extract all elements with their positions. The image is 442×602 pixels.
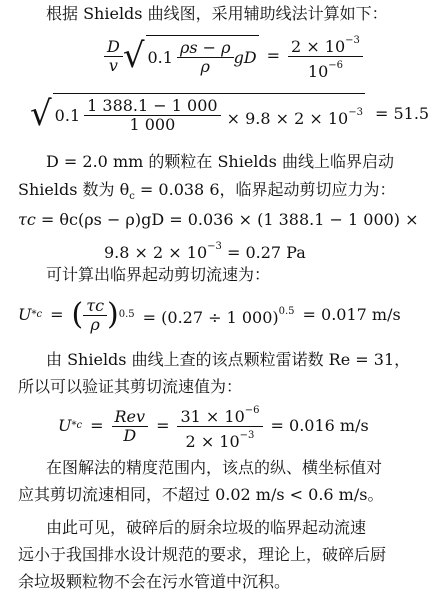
equation-3-line2: $9.8 \times 2 \times 10^{-3} = 0.27$ Pa [104, 241, 306, 262]
paragraph-conclusion: 由此可见，破碎后的厨余垃圾的临界起动流速 [46, 518, 367, 537]
eq1-rhs-fraction: $\frac{2 \times 10^{-3}}{10^{-6}}$ [288, 32, 363, 81]
paragraph-accuracy: 在图解法的精度范围内，该点的纵、横坐标值对 [46, 458, 383, 477]
equation-3-line1: τc = θc(ρs − ρ)gD = 0.036 × (1 388.1 − 1 000) × [18, 210, 419, 229]
paragraph-conclusion-cont: 远小于我国排水设计规范的要求，理论上，破碎后厨 [18, 545, 387, 564]
eq1-radical: √ 0.1 $\frac{\rho s - \rho}{\rho}$ gD [122, 36, 257, 76]
eq1-lhs-fraction: $\frac{D}{v}$ [104, 38, 123, 75]
paragraph-shear-velocity-intro: 可计算出临界起动剪切流速为： [46, 265, 271, 284]
equation-1: $\frac{D}{v}$ √ 0.1 $\frac{\rho s - \rho}{\rho}$ gD = $\frac{2 \times 10^{-3}}{10^{-6}}$ [104, 32, 363, 80]
equation-2: √ 0.1 $\frac{1 388.1 - 1 000}{1 000}$ × $9.8 \times 2 \times 10^{-3}$ = 51.5 [30, 94, 430, 134]
paragraph-shields-number: Shields 数为 $\theta_c = 0.038$ 6，临界起动剪切应力为： [18, 180, 396, 202]
paragraph-accuracy-cont: 应其剪切流速相同，不超过 0.02 m/s < 0.6 m/s。 [18, 485, 384, 504]
equation-4: U *c = ( $\frac{\tau c}{\rho}$ ) 0.5 = (0.27 ÷ 1 000)$^{0.5}$ = 0.017 m/s [18, 295, 401, 334]
paragraph-conclusion-end: 余垃圾颗粒物不会在污水管道中沉积。 [18, 572, 291, 591]
paragraph-reynolds: 由 Shields 曲线上查的该点颗粒雷诺数 Re = 31， [46, 350, 411, 369]
paragraph-intro: 根据 Shields 曲线图，采用辅助线法计算如下： [46, 4, 388, 23]
paragraph-critical-d: D = 2.0 mm 的颗粒在 Shields 曲线上临界启动 [46, 152, 394, 171]
equation-5: U *c = $\frac{\text{Rev}}{D}$ = $\frac{31 \times 10^{-6}}{2 \times 10^{-3}}$ = 0.016 m/s [58, 402, 369, 450]
paragraph-verify: 所以可以验证其剪切流速值为： [18, 377, 243, 396]
